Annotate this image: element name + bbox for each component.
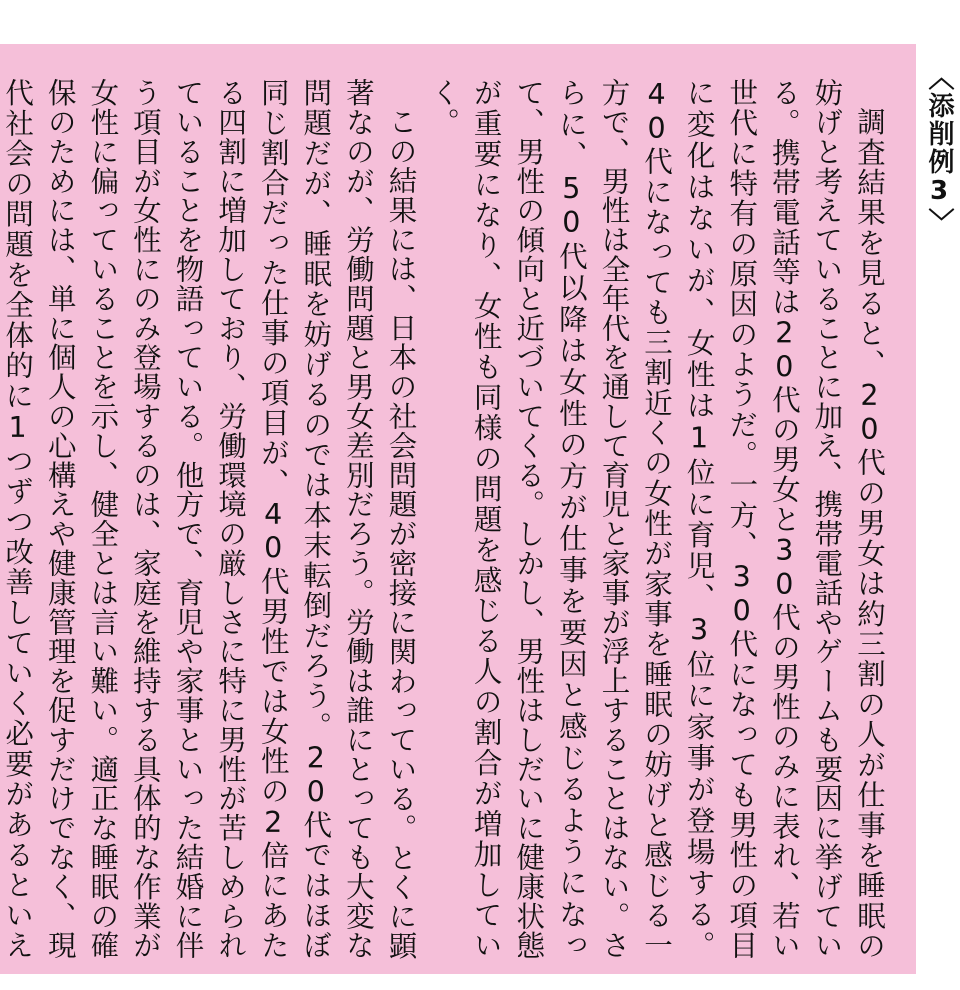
essay-paragraph-1: 調査結果を見ると、20代の男女は約三割の人が仕事を睡眠の妨げと考えていることに加え、携帯電話やゲームも要因に挙げている。携帯電話等は20代の男女と30代の男性のみに表れ、若い世代に特有の原因のようだ。一方、30代になっても男性の項目に変化はないが、女性は1位に育児、3位に家事が登場する。40代になっても三割近くの女性が家事を睡眠の妨げと感じる一方で、男性は全年代を通して育児と家事が浮上することはない。さらに、50代以降は女性の方が仕事を要因と感じるようになって、男性の傾向と近づいてくる。しかし、男性はしだいに健康状態が重要になり、女性も同様の問題を感じる人の割合が増加していく。 — [427, 78, 886, 960]
essay-paragraph-2: この結果には、日本の社会問題が密接に関わっている。とくに顕著なのが、労働問題と男女差別だろう。労働は誰にとっても大変な問題だが、睡眠を妨げるのでは本末転倒だろう。20代ではほぼ同じ割合だった仕事の項目が、40代男性では女性の2倍にあたる四割に増加しており、労働環境の厳しさに特に男性が苦しめられていることを物語っている。他方で、育児や家事といった結婚に伴う項目が女性にのみ登場するのは、家庭を維持する具体的な作業が女性に偏っていることを示し、健全とは言い難い。適正な睡眠の確保のためには、単に個人の心構えや健康管理を促すだけでなく、現代社会の問題を全体的に1つずつ改善していく必要があるといえ — [1, 78, 418, 960]
essay-text — [0, 78, 890, 960]
example-label: 〈添削例3〉 — [924, 64, 954, 236]
